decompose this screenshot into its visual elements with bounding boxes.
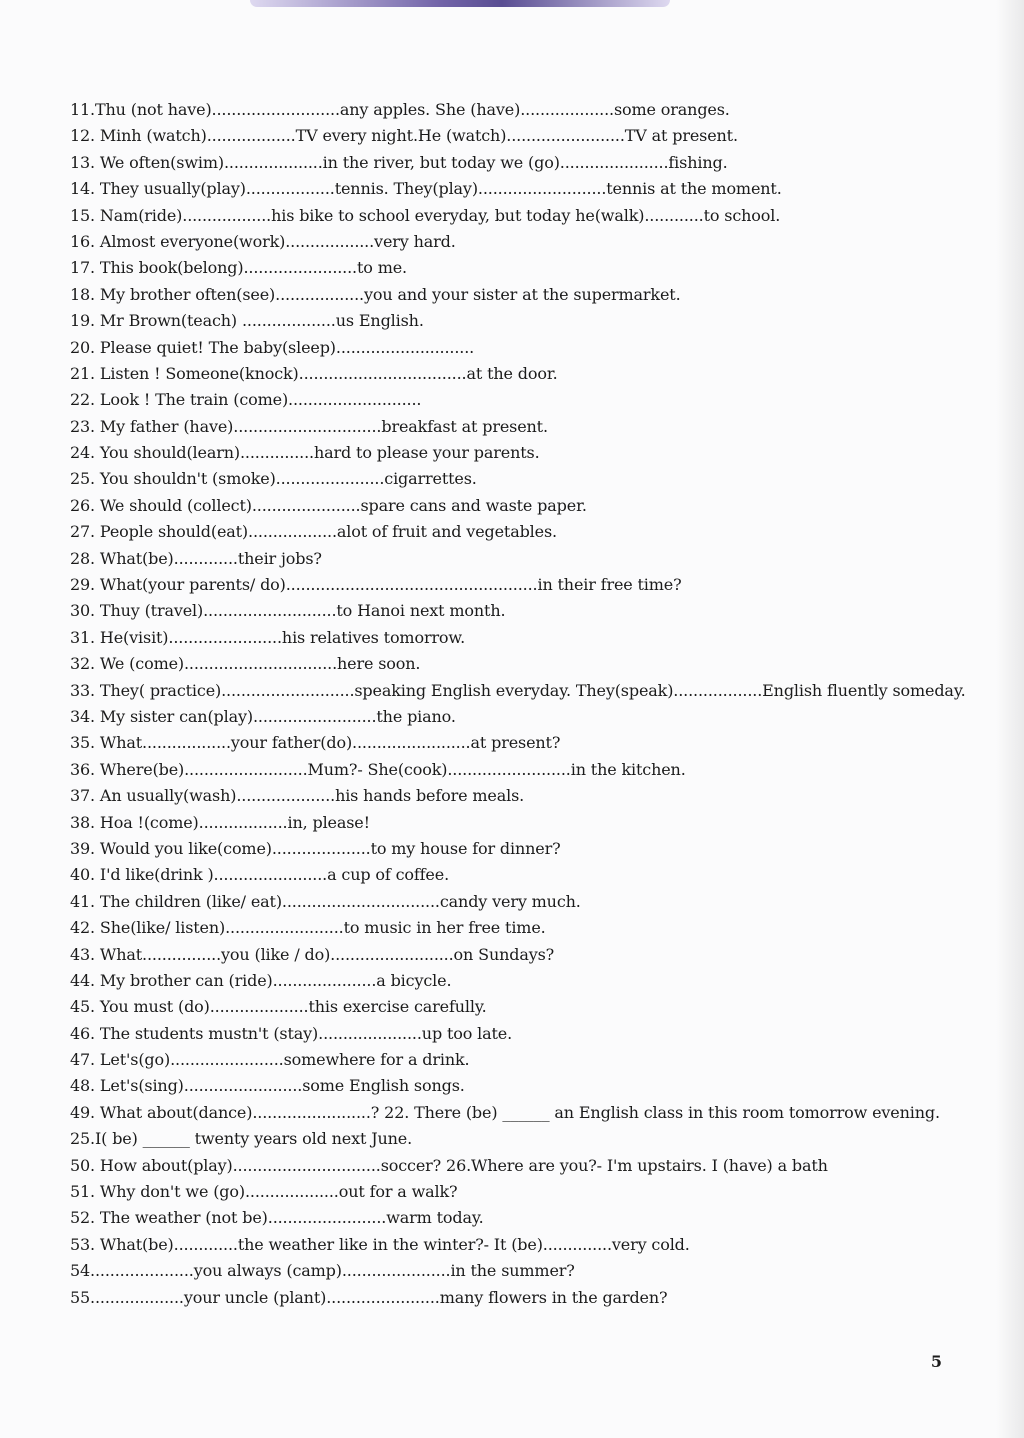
exercise-line: 24. You should(learn)...............hard to please your parents. — [70, 443, 540, 463]
exercise-line: 47. Let's(go).......................somewhere for a drink. — [70, 1050, 470, 1070]
exercise-line: 30. Thuy (travel)...........................to Hanoi next month. — [70, 601, 506, 621]
exercise-line: 52. The weather (not be)........................warm today. — [70, 1208, 484, 1228]
exercise-line: 51. Why don't we (go)...................out for a walk? — [70, 1182, 458, 1202]
exercise-line: 43. What................you (like / do).........................on Sundays? — [70, 944, 555, 964]
exercise-line: 49. What about(dance)........................? 22. There (be) ______ an English class in this room tomorrow evening. — [70, 1102, 940, 1122]
exercise-line: 41. The children (like/ eat)................................candy very much. — [70, 891, 581, 911]
exercise-line: 26. We should (collect)......................spare cans and waste paper. — [70, 495, 587, 515]
page-number: 5 — [930, 1352, 942, 1371]
exercise-line: 53. What(be).............the weather like in the winter?- It (be)..............very cold. — [70, 1234, 690, 1254]
exercise-line: 32. We (come)...............................here soon. — [70, 654, 421, 674]
exercise-line: 11.Thu (not have)..........................any apples. She (have)...................some oranges. — [70, 100, 730, 119]
exercise-line: 38. Hoa !(come)..................in, please! — [70, 812, 370, 832]
exercise-line: 31. He(visit).......................his relatives tomorrow. — [70, 627, 466, 647]
exercise-line: 21. Listen ! Someone(knock)..................................at the door. — [70, 363, 558, 383]
exercise-line: 44. My brother can (ride).....................a bicycle. — [70, 970, 452, 990]
exercise-line: 36. Where(be).........................Mum?- She(cook).........................in the kitchen. — [70, 759, 686, 779]
exercise-line: 37. An usually(wash)....................his hands before meals. — [70, 786, 525, 806]
exercise-line: 28. What(be).............their jobs? — [70, 548, 322, 568]
exercise-line: 54.....................you always (camp)......................in the summer? — [70, 1261, 575, 1281]
exercise-line: 12. Minh (watch)..................TV every night.He (watch)........................TV at present. — [70, 126, 738, 146]
exercise-line: 45. You must (do)....................this exercise carefully. — [70, 997, 487, 1017]
page-edge-shadow — [996, 0, 1024, 1438]
exercise-line: 25.I( be) ______ twenty years old next June. — [70, 1129, 413, 1149]
exercise-line: 17. This book(belong).......................to me. — [70, 258, 407, 278]
exercise-line: 55...................your uncle (plant).......................many flowers in the garden? — [70, 1287, 668, 1307]
exercise-line: 25. You shouldn't (smoke)......................cigarrettes. — [70, 469, 477, 489]
exercise-line: 23. My father (have)..............................breakfast at present. — [70, 416, 548, 436]
exercise-line: 48. Let's(sing)........................some English songs. — [70, 1076, 465, 1096]
exercise-line: 22. Look ! The train (come)........................... — [70, 390, 422, 410]
exercise-line: 16. Almost everyone(work)..................very hard. — [70, 231, 456, 251]
exercise-line: 42. She(like/ listen)........................to music in her free time. — [70, 918, 546, 938]
exercise-line: 39. Would you like(come)....................to my house for dinner? — [70, 838, 561, 858]
exercise-line: 34. My sister can(play).........................the piano. — [70, 706, 456, 726]
exercise-line: 13. We often(swim)....................in the river, but today we (go)......................fishing. — [70, 152, 728, 172]
exercise-line: 20. Please quiet! The baby(sleep)............................ — [70, 337, 475, 357]
exercise-line: 18. My brother often(see)..................you and your sister at the supermarket. — [70, 284, 681, 304]
exercise-line: 27. People should(eat)..................alot of fruit and vegetables. — [70, 522, 557, 542]
exercise-line: 19. Mr Brown(teach) ...................us English. — [70, 311, 424, 331]
top-binding-strip — [250, 0, 670, 7]
exercise-line: 46. The students mustn't (stay).....................up too late. — [70, 1023, 513, 1043]
exercise-line: 35. What..................your father(do)........................at present? — [70, 733, 561, 753]
exercise-list — [70, 97, 970, 1311]
exercise-line: 14. They usually(play)..................tennis. They(play)..........................tennis at the moment. — [70, 179, 782, 199]
exercise-line: 29. What(your parents/ do)...................................................in their free time? — [70, 575, 682, 595]
exercise-line: 50. How about(play)..............................soccer? 26.Where are you?- I'm upstairs. I (have) a bath — [70, 1155, 828, 1175]
exercise-line: 40. I'd like(drink ).......................a cup of coffee. — [70, 865, 450, 885]
exercise-line: 33. They( practice)...........................speaking English everyday. They(speak)..................English fluently someday. — [70, 680, 966, 700]
exercise-line: 15. Nam(ride)..................his bike to school everyday, but today he(walk)............to school. — [70, 205, 781, 225]
